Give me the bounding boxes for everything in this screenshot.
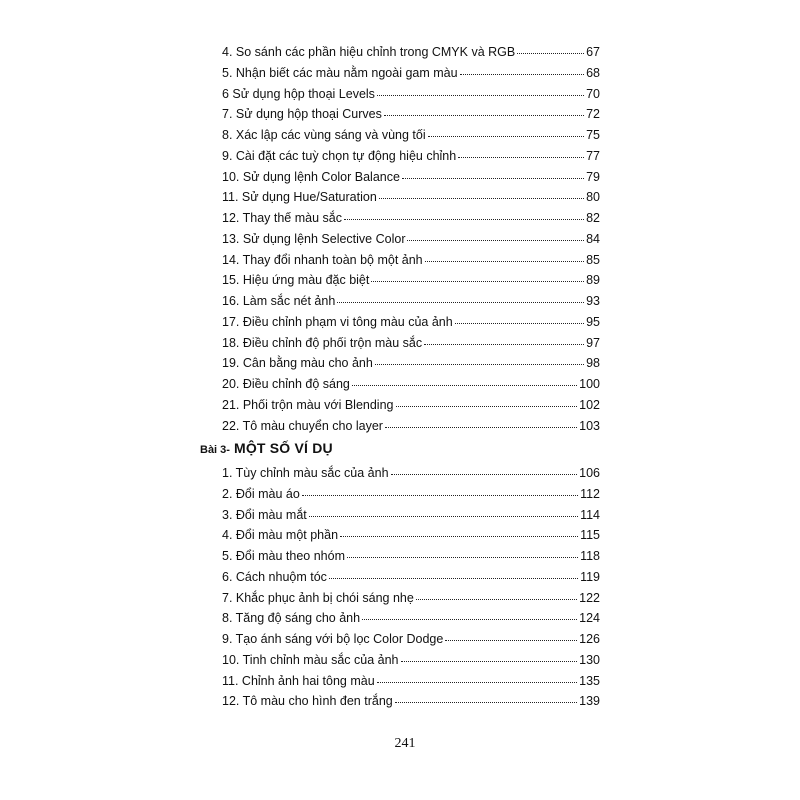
toc-entry — [222, 589, 600, 607]
toc-entry-title: 7. Sử dụng hộp thoại Curves — [222, 107, 382, 122]
toc-entry-title: 12. Thay thế màu sắc — [222, 211, 342, 225]
toc-entry-page: 82 — [586, 211, 600, 225]
toc-entry — [222, 464, 600, 482]
toc-entry-title: 19. Cân bằng màu cho ảnh — [222, 356, 373, 371]
toc-entry-page: 95 — [586, 314, 600, 329]
toc-entry-title: 11. Chỉnh ảnh hai tông màu — [222, 673, 375, 688]
toc-entry-page: 122 — [579, 590, 600, 605]
toc-entry-title: 8. Xác lập các vùng sáng và vùng tối — [222, 128, 426, 142]
toc-entry-page: 72 — [586, 107, 600, 122]
toc-entry-title: 1. Tùy chỉnh màu sắc của ảnh — [222, 466, 389, 480]
toc-entry-title: 20. Điều chỉnh độ sáng — [222, 377, 350, 391]
dot-leader — [340, 526, 578, 537]
toc-entry — [222, 375, 600, 393]
toc-entry — [222, 568, 600, 586]
dot-leader — [517, 43, 584, 54]
toc-entry-page: 75 — [586, 128, 600, 142]
dot-leader — [445, 630, 577, 641]
section-heading — [200, 440, 333, 456]
toc-entry-page: 79 — [586, 169, 600, 184]
toc-entry-page: 124 — [579, 611, 600, 626]
toc-entry-title: 7. Khắc phục ảnh bị chói sáng nhẹ — [222, 590, 414, 605]
toc-entry-page: 126 — [579, 632, 600, 646]
dot-leader — [407, 230, 584, 241]
toc-entry-title: 2. Đổi màu áo — [222, 486, 300, 501]
dot-leader — [416, 589, 577, 600]
dot-leader — [337, 292, 584, 303]
toc-entry-page: 102 — [579, 397, 600, 412]
toc-entry-page: 80 — [586, 190, 600, 205]
toc-entry-page: 103 — [579, 418, 600, 433]
toc-entry — [222, 64, 600, 82]
toc-entry — [222, 85, 600, 103]
toc-entry — [222, 672, 600, 690]
toc-entry-title: 14. Thay đổi nhanh toàn bộ một ảnh — [222, 252, 423, 267]
dot-leader — [352, 375, 577, 386]
dot-leader — [347, 547, 578, 558]
toc-entry — [222, 651, 600, 669]
toc-entry — [222, 609, 600, 627]
toc-entry — [222, 126, 600, 144]
toc-entry-title: 4. Đổi màu một phần — [222, 528, 339, 543]
toc-entry — [222, 168, 600, 186]
toc-entry-page: 98 — [586, 356, 600, 371]
toc-entry-title: 10. Tinh chỉnh màu sắc của ảnh — [222, 652, 399, 667]
dot-leader — [396, 396, 578, 407]
toc-entry — [222, 188, 600, 206]
dot-leader — [384, 105, 584, 116]
toc-entry — [222, 526, 600, 544]
toc-entry-page: 135 — [579, 673, 600, 688]
toc-entry-title: 9. Tạo ánh sáng với bộ lọc Color Dodge — [222, 632, 444, 646]
dot-leader — [424, 334, 584, 345]
dot-leader — [402, 168, 584, 179]
toc-entry-page: 118 — [580, 549, 600, 563]
dot-leader — [425, 251, 584, 262]
toc-entry — [222, 334, 600, 352]
page-number: 241 — [394, 736, 416, 751]
toc-entry-page: 100 — [579, 377, 600, 391]
toc-entry — [222, 692, 600, 710]
dot-leader — [460, 64, 585, 75]
toc-entry-page: 93 — [586, 294, 600, 308]
toc-entry — [222, 209, 600, 227]
toc-entry-title: 16. Làm sắc nét ảnh — [222, 294, 336, 308]
toc-entry-title: 5. Đổi màu theo nhóm — [222, 549, 345, 563]
toc-entry — [222, 396, 600, 414]
dot-leader — [371, 271, 584, 282]
dot-leader — [344, 209, 584, 220]
toc-entry — [222, 313, 600, 331]
dot-leader — [395, 692, 577, 703]
toc-entry-page: 77 — [586, 148, 600, 163]
toc-entry-page: 84 — [586, 231, 600, 246]
toc-entry-page: 85 — [586, 252, 600, 267]
toc-entry-title: 12. Tô màu cho hình đen trắng — [222, 694, 393, 709]
toc-entry-page: 68 — [586, 65, 600, 80]
toc-entry-title: 6. Cách nhuộm tóc — [222, 569, 327, 584]
toc-entry-title: 18. Điều chỉnh độ phối trộn màu sắc — [222, 335, 423, 350]
toc-entry — [222, 271, 600, 289]
toc-entry-title: 17. Điều chỉnh phạm vi tông màu của ảnh — [222, 314, 453, 329]
toc-entry-page: 139 — [579, 694, 600, 709]
toc-entry-title: 15. Hiệu ứng màu đặc biệt — [222, 273, 370, 288]
toc-entry-title: 4. So sánh các phần hiệu chỉnh trong CMYK và RGB — [222, 45, 516, 59]
toc-entry-page: 106 — [579, 466, 600, 480]
toc-entry — [222, 485, 600, 503]
toc-entry-page: 89 — [586, 273, 600, 288]
dot-leader — [391, 464, 578, 475]
toc-entry-title: 5. Nhận biết các màu nằm ngoài gam màu — [222, 65, 458, 80]
toc-entry-title: 22. Tô màu chuyển cho layer — [222, 418, 383, 433]
dot-leader — [329, 568, 578, 579]
dot-leader — [375, 354, 584, 365]
toc-entry-title: 21. Phối trộn màu với Blending — [222, 397, 394, 412]
toc-entry-page: 130 — [579, 652, 600, 667]
dot-leader — [385, 417, 577, 428]
toc-entry — [222, 630, 600, 648]
toc-entry-title: 10. Sử dụng lệnh Color Balance — [222, 169, 400, 184]
toc-entry — [222, 230, 600, 248]
dot-leader — [379, 188, 584, 199]
toc-entry — [222, 105, 600, 123]
toc-entry — [222, 292, 600, 310]
toc-entry-page: 115 — [580, 528, 600, 543]
toc-entry-title: 8. Tăng độ sáng cho ảnh — [222, 611, 361, 626]
dot-leader — [458, 147, 584, 158]
toc-entry-page: 97 — [586, 335, 600, 350]
toc-entry-page: 67 — [586, 45, 600, 59]
toc-entry-page: 119 — [580, 569, 600, 584]
toc-entry-title: 3. Đổi màu mắt — [222, 507, 307, 522]
toc-entry-title: 11. Sử dụng Hue/Saturation — [222, 190, 377, 205]
dot-leader — [362, 609, 577, 620]
toc-entry-title: 13. Sử dụng lệnh Selective Color — [222, 231, 406, 246]
toc-entry — [222, 506, 600, 524]
toc-entry — [222, 547, 600, 565]
toc-entry — [222, 43, 600, 61]
toc-entry — [222, 417, 600, 435]
toc-entry-title: 6 Sử dụng hộp thoại Levels — [222, 86, 375, 101]
toc-entry-page: 114 — [580, 507, 600, 522]
lesson-label: Bài 3- — [200, 444, 230, 456]
dot-leader — [377, 672, 577, 683]
dot-leader — [455, 313, 584, 324]
toc-entry-page: 70 — [586, 86, 600, 101]
dot-leader — [428, 126, 584, 137]
toc-entry — [222, 354, 600, 372]
dot-leader — [302, 485, 578, 496]
dot-leader — [309, 506, 578, 517]
toc-entry — [222, 251, 600, 269]
section-title: MỘT SỐ VÍ DỤ — [233, 440, 333, 456]
toc-entry-title: 9. Cài đặt các tuỳ chọn tự động hiệu chỉnh — [222, 148, 457, 163]
toc-entry — [222, 147, 600, 165]
dot-leader — [401, 651, 578, 662]
dot-leader — [377, 85, 584, 96]
toc-entry-page: 112 — [580, 486, 600, 501]
